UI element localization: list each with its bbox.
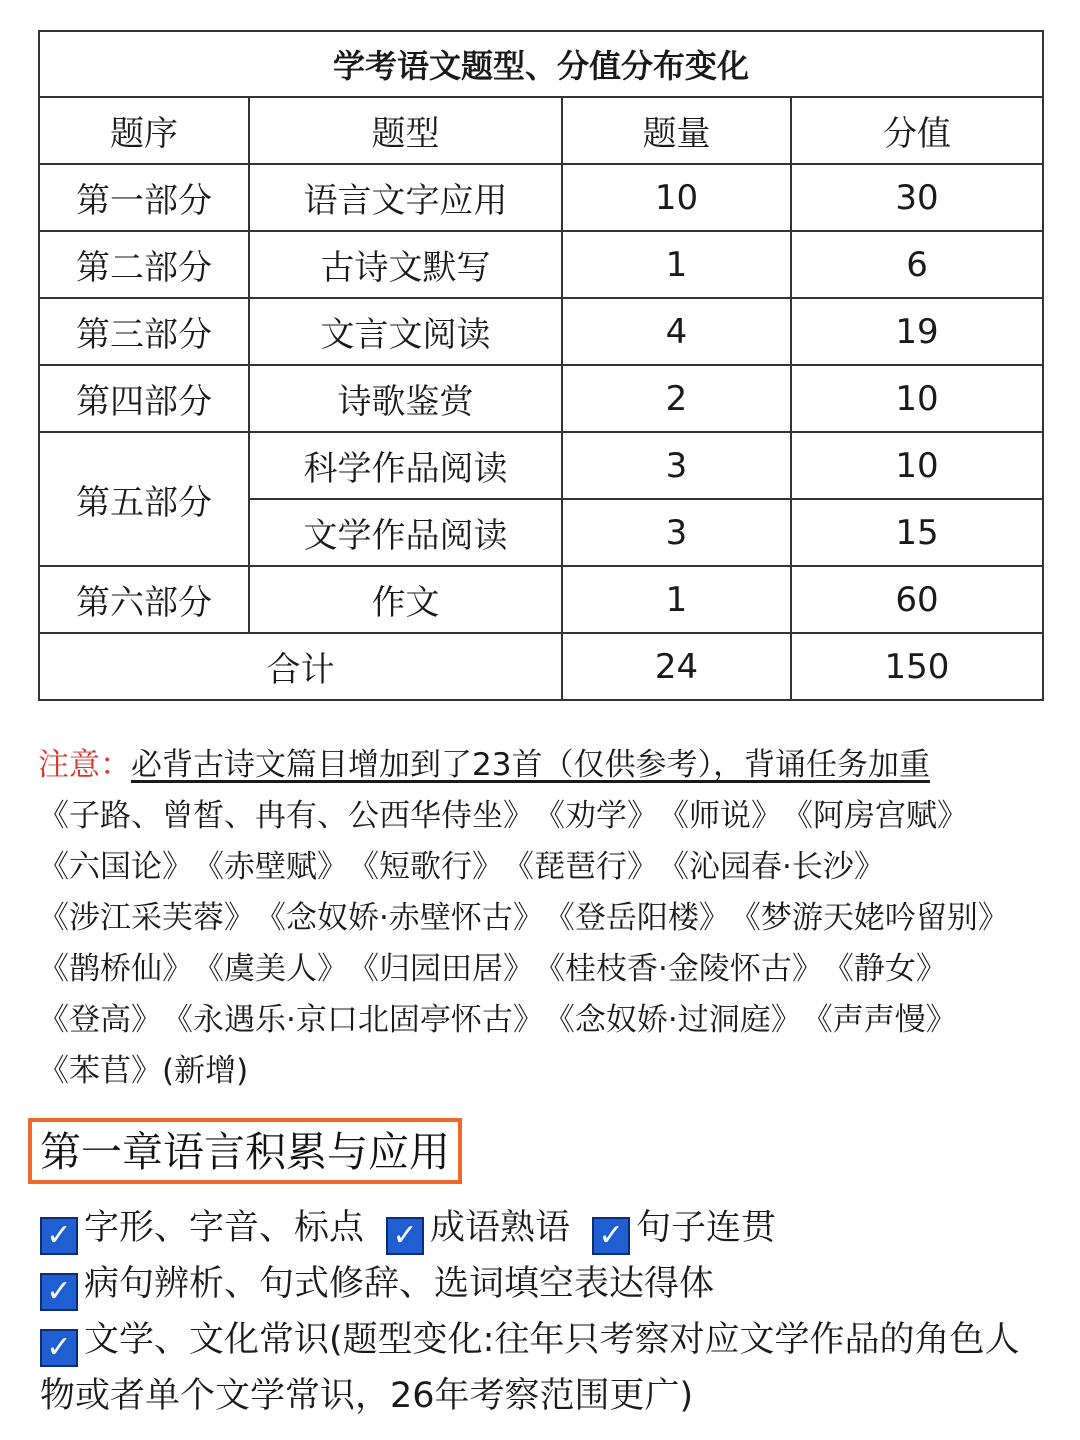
notice-label: 注意： <box>38 747 131 783</box>
poem-title: 《梦游天姥吟留别》 <box>729 900 1009 936</box>
row-type: 作文 <box>249 566 562 633</box>
row-score: 6 <box>791 231 1043 298</box>
poem-title: 《声声慢》 <box>801 1002 957 1038</box>
poem-title: 《鹊桥仙》 <box>38 951 193 987</box>
total-count: 24 <box>562 633 791 700</box>
poem-title: 《师说》 <box>658 798 782 834</box>
checklist-item-label: 成语熟语 <box>430 1208 571 1248</box>
chapter-heading: 第一章语言积累与应用 <box>28 1118 462 1184</box>
row-count: 1 <box>562 566 791 633</box>
checkbox-checked-icon: ✓ <box>592 1217 630 1255</box>
checkbox-checked-icon: ✓ <box>40 1217 78 1255</box>
header-count: 题量 <box>562 97 791 164</box>
poem-title: 《短歌行》 <box>348 849 503 885</box>
checklist-item <box>40 1264 715 1309</box>
row-score: 19 <box>791 298 1043 365</box>
checklist-item-label: 句子连贯 <box>636 1208 777 1248</box>
poem-title: 《阿房宫赋》 <box>782 798 968 834</box>
row-part: 第六部分 <box>39 566 249 633</box>
poem-title: 《子路、曾皙、冉有、公西华侍坐》 <box>38 798 534 834</box>
header-type: 题型 <box>249 97 562 164</box>
row-type: 文学作品阅读 <box>249 499 562 566</box>
checklist-line <box>40 1256 1040 1312</box>
checklist-item <box>592 1208 777 1253</box>
row-count: 3 <box>562 499 791 566</box>
poem-title: 《桂枝香·金陵怀古》 <box>534 951 823 987</box>
row-score: 15 <box>791 499 1043 566</box>
row-count: 4 <box>562 298 791 365</box>
table-header-row <box>39 97 1043 164</box>
poem-title: 《登岳阳楼》 <box>543 900 730 936</box>
checklist-item <box>386 1208 571 1253</box>
total-score: 150 <box>791 633 1043 700</box>
row-score: 30 <box>791 164 1043 231</box>
poem-title: 《登高》 <box>38 1002 162 1038</box>
table-row <box>39 298 1043 365</box>
notes-section <box>38 740 1048 1097</box>
checklist-line <box>40 1312 1040 1424</box>
row-part: 第一部分 <box>39 164 249 231</box>
poem-title: 《念奴娇·过洞庭》 <box>543 1002 802 1038</box>
score-distribution-table <box>38 30 1044 701</box>
table-row <box>39 231 1043 298</box>
poem-title: 《沁园春·长沙》 <box>658 849 885 885</box>
header-order: 题序 <box>39 97 249 164</box>
row-type: 文言文阅读 <box>249 298 562 365</box>
poem-title: 《虞美人》 <box>193 951 348 987</box>
table-row <box>39 432 1043 499</box>
checklist-item <box>40 1320 1019 1416</box>
row-part: 第四部分 <box>39 365 249 432</box>
table-title: 学考语文题型、分值分布变化 <box>39 31 1043 97</box>
row-part: 第二部分 <box>39 231 249 298</box>
checklist-item-label: 病句辨析、句式修辞、选词填空表达得体 <box>84 1264 715 1304</box>
table-total-row <box>39 633 1043 700</box>
checklist-line <box>40 1200 1040 1256</box>
checklist-item-label: 字形、字音、标点 <box>84 1208 365 1248</box>
row-count: 3 <box>562 432 791 499</box>
checklist <box>40 1200 1040 1424</box>
poem-title: 《归园田居》 <box>348 951 534 987</box>
table-row <box>39 566 1043 633</box>
notice-text: 必背古诗文篇目增加到了23首（仅供参考），背诵任务加重 <box>131 747 930 783</box>
poem-list <box>38 791 1048 1097</box>
table-title-row <box>39 31 1043 97</box>
row-score: 10 <box>791 365 1043 432</box>
poem-title: 《永遇乐·京口北固亭怀古》 <box>162 1002 544 1038</box>
poem-new-tag: (新增) <box>162 1053 249 1089</box>
poem-title: 《赤壁赋》 <box>193 849 348 885</box>
poem-title: 《劝学》 <box>534 798 658 834</box>
checkbox-checked-icon: ✓ <box>386 1217 424 1255</box>
header-score: 分值 <box>791 97 1043 164</box>
row-part: 第三部分 <box>39 298 249 365</box>
poem-title: 《六国论》 <box>38 849 193 885</box>
poem-title: 《念奴娇·赤壁怀古》 <box>255 900 544 936</box>
table-row <box>39 164 1043 231</box>
row-score: 10 <box>791 432 1043 499</box>
checklist-item-label: 文学、文化常识(题型变化:往年只考察对应文学作品的角色人物或者单个文学常识，26年考察范围更广) <box>40 1320 1020 1416</box>
row-type: 语言文字应用 <box>249 164 562 231</box>
checklist-item <box>40 1208 365 1253</box>
poem-title: 《涉江采芙蓉》 <box>38 900 255 936</box>
row-score: 60 <box>791 566 1043 633</box>
table-row <box>39 365 1043 432</box>
row-type: 诗歌鉴赏 <box>249 365 562 432</box>
poem-title: 《静女》 <box>822 951 947 987</box>
checkbox-checked-icon: ✓ <box>40 1329 78 1367</box>
row-type: 科学作品阅读 <box>249 432 562 499</box>
row-type: 古诗文默写 <box>249 231 562 298</box>
row-count: 2 <box>562 365 791 432</box>
poem-title: 《琵琶行》 <box>503 849 658 885</box>
checkbox-checked-icon: ✓ <box>40 1273 78 1311</box>
total-label: 合计 <box>39 633 562 700</box>
poem-title: 《苯苢》 <box>38 1053 162 1089</box>
notice-line <box>38 740 1048 791</box>
row-part: 第五部分 <box>39 432 249 566</box>
row-count: 10 <box>562 164 791 231</box>
row-count: 1 <box>562 231 791 298</box>
